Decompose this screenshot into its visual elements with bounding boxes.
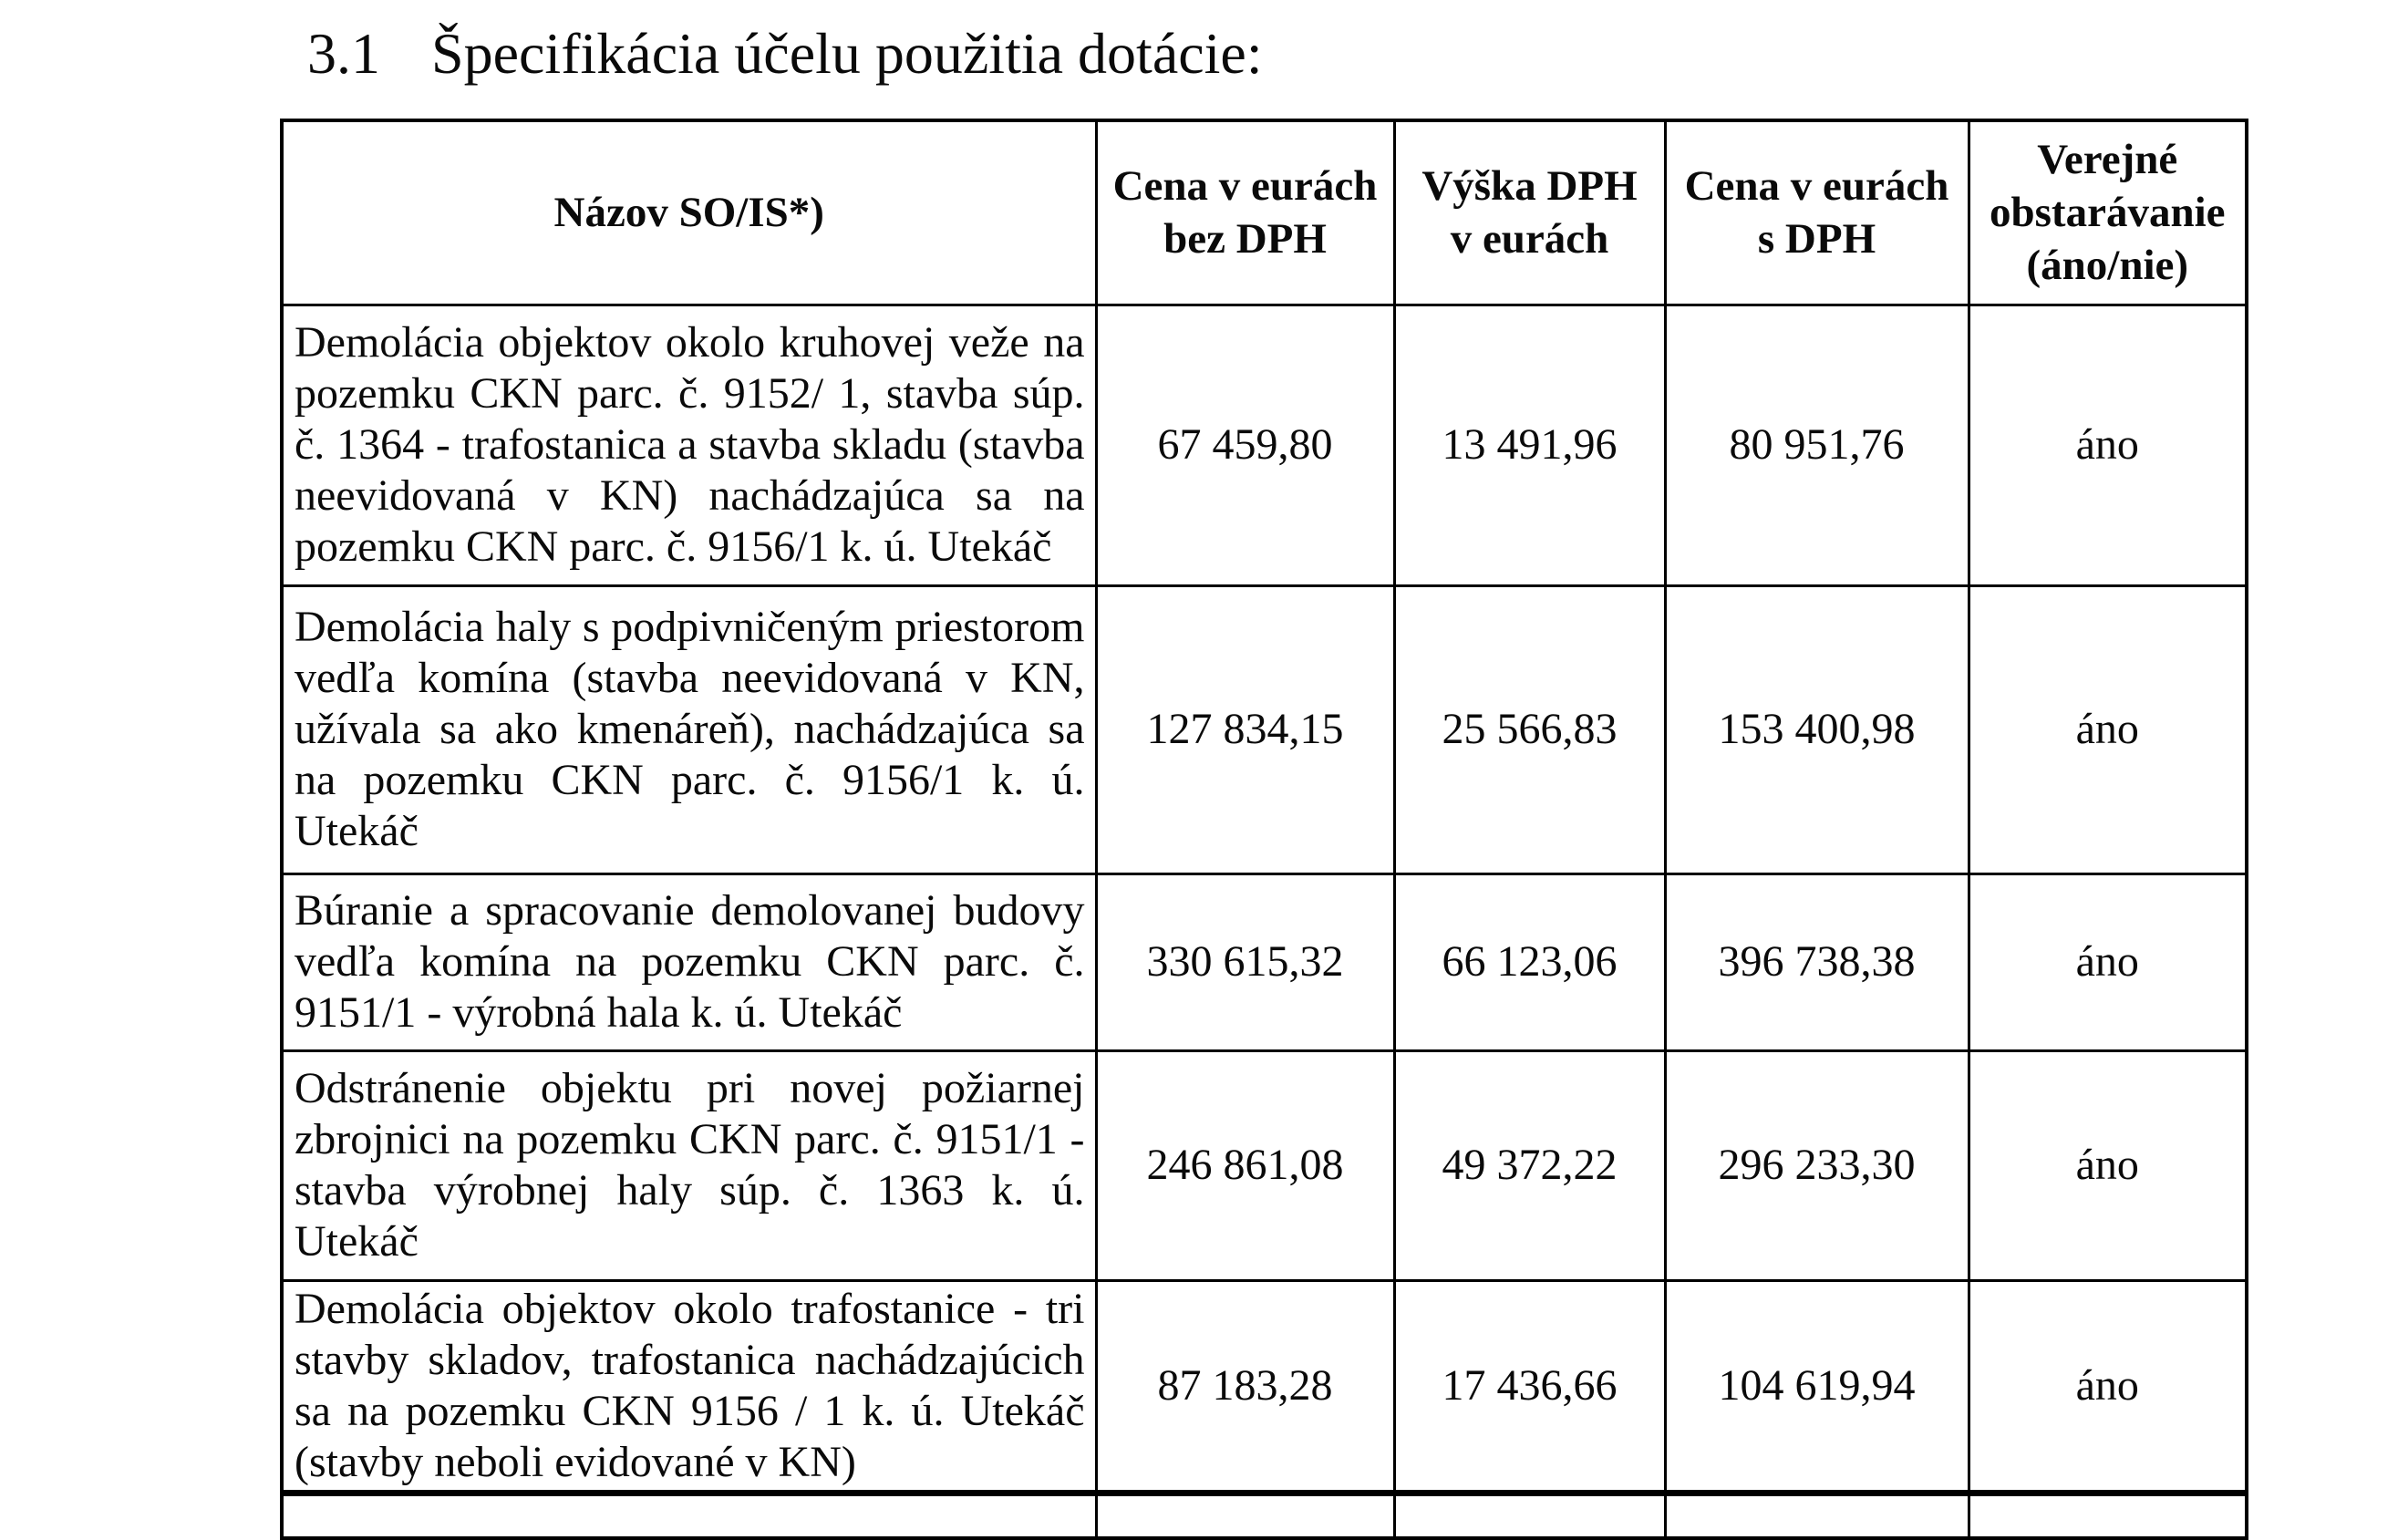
column-header-vat-amount: Výška DPH v eurách — [1394, 120, 1665, 305]
cell-price-excl-vat: 330 615,32 — [1096, 873, 1394, 1050]
page-cut-line — [280, 1493, 2245, 1496]
table-row — [282, 585, 2247, 873]
table-row-cutoff — [282, 1491, 2247, 1538]
cell-vat-amount: 17 436,66 — [1394, 1280, 1665, 1491]
cell-object-name: Odstránenie objektu pri novej požiarnej zbrojnici na pozemku CKN parc. č. 9151/1 - stavba výrobnej haly súp. č. 1363 k. ú. Utekáč — [282, 1050, 1096, 1280]
cell-procurement: áno — [1969, 1050, 2247, 1280]
table-row — [282, 1050, 2247, 1280]
column-header-price-excl-vat: Cena v eurách bez DPH — [1096, 120, 1394, 305]
column-header-price-incl-vat: Cena v eurách s DPH — [1665, 120, 1969, 305]
column-header-name: Názov SO/IS*) — [282, 120, 1096, 305]
cell-price-incl-vat: 104 619,94 — [1665, 1280, 1969, 1491]
table-row — [282, 873, 2247, 1050]
cell-price-excl-vat: 87 183,28 — [1096, 1280, 1394, 1491]
cell-price-excl-vat: 127 834,15 — [1096, 585, 1394, 873]
cell-object-name: Demolácia objektov okolo kruhovej veže na pozemku CKN parc. č. 9152/ 1, stavba súp. č. 1364 - trafostanica a stavba skladu (stavba neevidovaná v KN) nachádzajúca sa na pozemku CKN parc. č. 9156/1 k. ú. Utekáč — [282, 305, 1096, 585]
table-row — [282, 1280, 2247, 1491]
cell-object-name: Búranie a spracovanie demolovanej budovy vedľa komína na pozemku CKN parc. č. 9151/1 - výrobná hala k. ú. Utekáč — [282, 873, 1096, 1050]
cell-price-incl-vat: 153 400,98 — [1665, 585, 1969, 873]
cell-empty — [282, 1491, 1096, 1538]
table-header-row — [282, 120, 2247, 305]
cell-empty — [1665, 1491, 1969, 1538]
cell-procurement: áno — [1969, 305, 2247, 585]
section-title: Špecifikácia účelu použitia dotácie: — [431, 21, 1263, 86]
cell-procurement: áno — [1969, 1280, 2247, 1491]
cell-procurement: áno — [1969, 585, 2247, 873]
section-number: 3.1 — [307, 21, 380, 86]
cell-price-excl-vat: 246 861,08 — [1096, 1050, 1394, 1280]
cell-object-name: Demolácia objektov okolo trafostanice - tri stavby skladov, trafostanica nachádzajúcich sa na pozemku CKN 9156 / 1 k. ú. Utekáč (stavby neboli evidované v KN) — [282, 1280, 1096, 1491]
section-heading — [307, 20, 1263, 88]
cell-empty — [1394, 1491, 1665, 1538]
cell-vat-amount: 25 566,83 — [1394, 585, 1665, 873]
table-row — [282, 305, 2247, 585]
cell-price-excl-vat: 67 459,80 — [1096, 305, 1394, 585]
cell-price-incl-vat: 296 233,30 — [1665, 1050, 1969, 1280]
cell-vat-amount: 13 491,96 — [1394, 305, 1665, 585]
cell-object-name: Demolácia haly s podpivničeným priestorom vedľa komína (stavba neevidovaná v KN, užívala sa ako kmenáreň), nachádzajúca sa na pozemku CKN parc. č. 9156/1 k. ú. Utekáč — [282, 585, 1096, 873]
cell-price-incl-vat: 396 738,38 — [1665, 873, 1969, 1050]
cell-vat-amount: 66 123,06 — [1394, 873, 1665, 1050]
specification-table — [280, 119, 2248, 1540]
column-header-procurement: Verejné obstarávanie (áno/nie) — [1969, 120, 2247, 305]
cell-empty — [1969, 1491, 2247, 1538]
cell-procurement: áno — [1969, 873, 2247, 1050]
cell-price-incl-vat: 80 951,76 — [1665, 305, 1969, 585]
cell-vat-amount: 49 372,22 — [1394, 1050, 1665, 1280]
cell-empty — [1096, 1491, 1394, 1538]
